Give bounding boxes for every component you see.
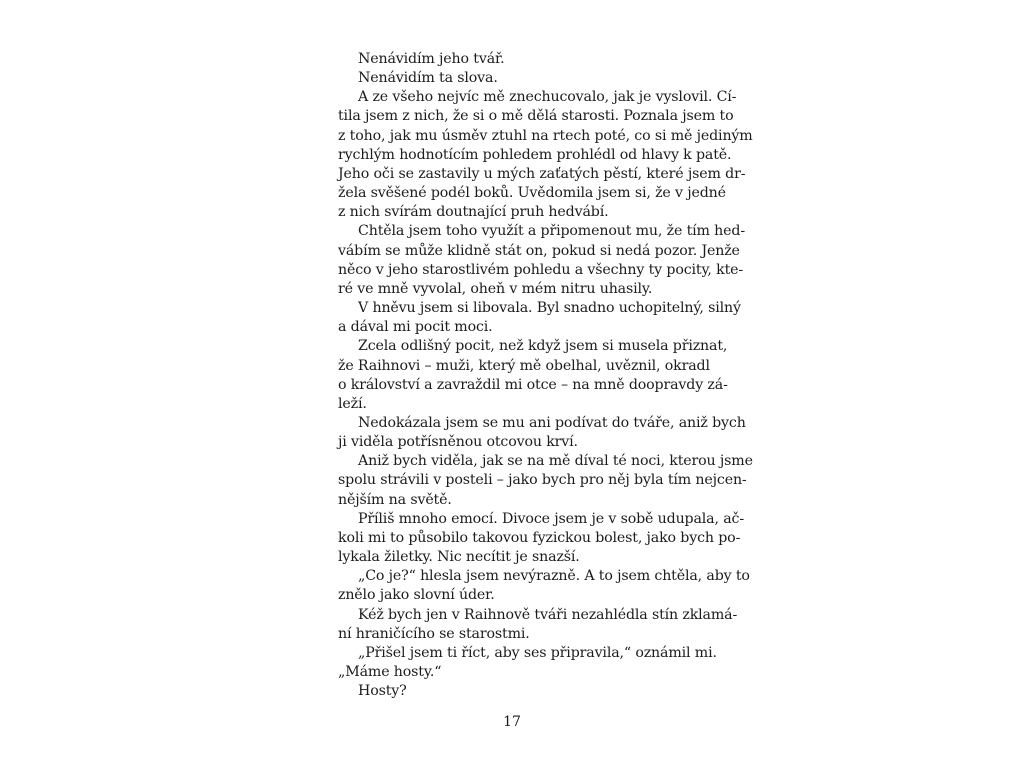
- text-line: z toho, jak mu úsměv ztuhl na rtech poté, co si mě jediným: [338, 127, 753, 144]
- text-line: ji viděla potřísněnou otcovou krví.: [338, 434, 578, 451]
- text-line: koli mi to působilo takovou fyzickou bolest, jako bych po-: [338, 529, 741, 546]
- paragraph: [338, 222, 745, 299]
- text-line: znělo jako slovní úder.: [338, 587, 495, 604]
- text-line: Nedokázala jsem se mu ani podívat do tváře, aniž bych: [358, 414, 746, 431]
- text-line: lykala žiletky. Nic necítit je snazší.: [338, 549, 580, 566]
- text-line: Nenávidím ta slova.: [358, 70, 498, 87]
- paragraph: [338, 69, 694, 88]
- text-line: Příliš mnoho emocí. Divoce jsem je v sobě udupala, ač-: [358, 510, 744, 527]
- text-line: spolu strávili v posteli – jako bych pro něj byla tím nejcen-: [338, 472, 747, 489]
- paragraph: [338, 682, 694, 701]
- text-line: V hněvu jsem si libovala. Byl snadno uchopitelný, silný: [358, 300, 741, 317]
- paragraph: [338, 606, 738, 644]
- text-line: Hosty?: [358, 683, 407, 700]
- paragraph: [338, 510, 744, 567]
- text-line: „Co je?“ hlesla jsem nevýrazně. A to jsem chtěla, aby to: [358, 568, 750, 585]
- text-line: A ze všeho nejvíc mě znechucovalo, jak je vyslovil. Cí-: [358, 89, 737, 106]
- paragraph: [338, 567, 750, 605]
- paragraph: [338, 337, 728, 414]
- text-line: tila jsem z nich, že si o mě dělá starosti. Poznala jsem to: [338, 108, 734, 125]
- text-line: z nich svírám doutnající pruh hedvábí.: [338, 204, 609, 221]
- text-line: že Raihnovi – muži, který mě obelhal, uvěznil, okradl: [338, 357, 710, 374]
- paragraph: [338, 644, 717, 682]
- text-line: nějším na světě.: [338, 491, 452, 508]
- text-line: o království a zavraždil mi otce – na mně doopravdy zá-: [338, 376, 728, 393]
- paragraph: [338, 88, 753, 222]
- text-line: „Máme hosty.“: [338, 664, 442, 680]
- body-text: [338, 50, 753, 701]
- text-line: Aniž bych viděla, jak se na mě díval té noci, kterou jsme: [358, 453, 753, 470]
- text-line: leží.: [338, 395, 367, 412]
- paragraph: [338, 299, 741, 337]
- paragraph: [338, 50, 694, 69]
- text-line: vábím se může klidně stát on, pokud si nedá pozor. Jenže: [338, 242, 740, 259]
- text-line: Nenávidím jeho tvář.: [358, 51, 505, 67]
- text-line: rychlým hodnotícím pohledem prohlédl od hlavy k patě.: [338, 146, 732, 163]
- text-line: ní hraničícího se starostmi.: [338, 625, 530, 642]
- text-line: „Přišel jsem ti říct, aby ses připravila,“ oznámil mi.: [358, 644, 717, 661]
- text-line: něco v jeho starostlivém pohledu a všechny ty pocity, kte-: [338, 261, 744, 278]
- text-line: Zcela odlišný pocit, než když jsem si musela přiznat,: [358, 338, 728, 355]
- text-line: Chtěla jsem toho využít a připomenout mu, že tím hed-: [358, 223, 745, 240]
- page-number: 17: [503, 714, 521, 730]
- text-line: žela svěšené podél boků. Uvědomila jsem si, že v jedné: [338, 185, 726, 202]
- paragraph: [338, 452, 753, 509]
- paragraph: [338, 414, 746, 452]
- text-line: Jeho oči se zastavily u mých zaťatých pěstí, které jsem dr-: [338, 165, 746, 182]
- text-line: a dával mi pocit moci.: [338, 319, 493, 336]
- text-line: ré ve mně vyvolal, oheň v mém nitru uhasily.: [338, 280, 653, 297]
- text-line: Kéž bych jen v Raihnově tváři nezahlédla stín zklamá-: [358, 606, 738, 623]
